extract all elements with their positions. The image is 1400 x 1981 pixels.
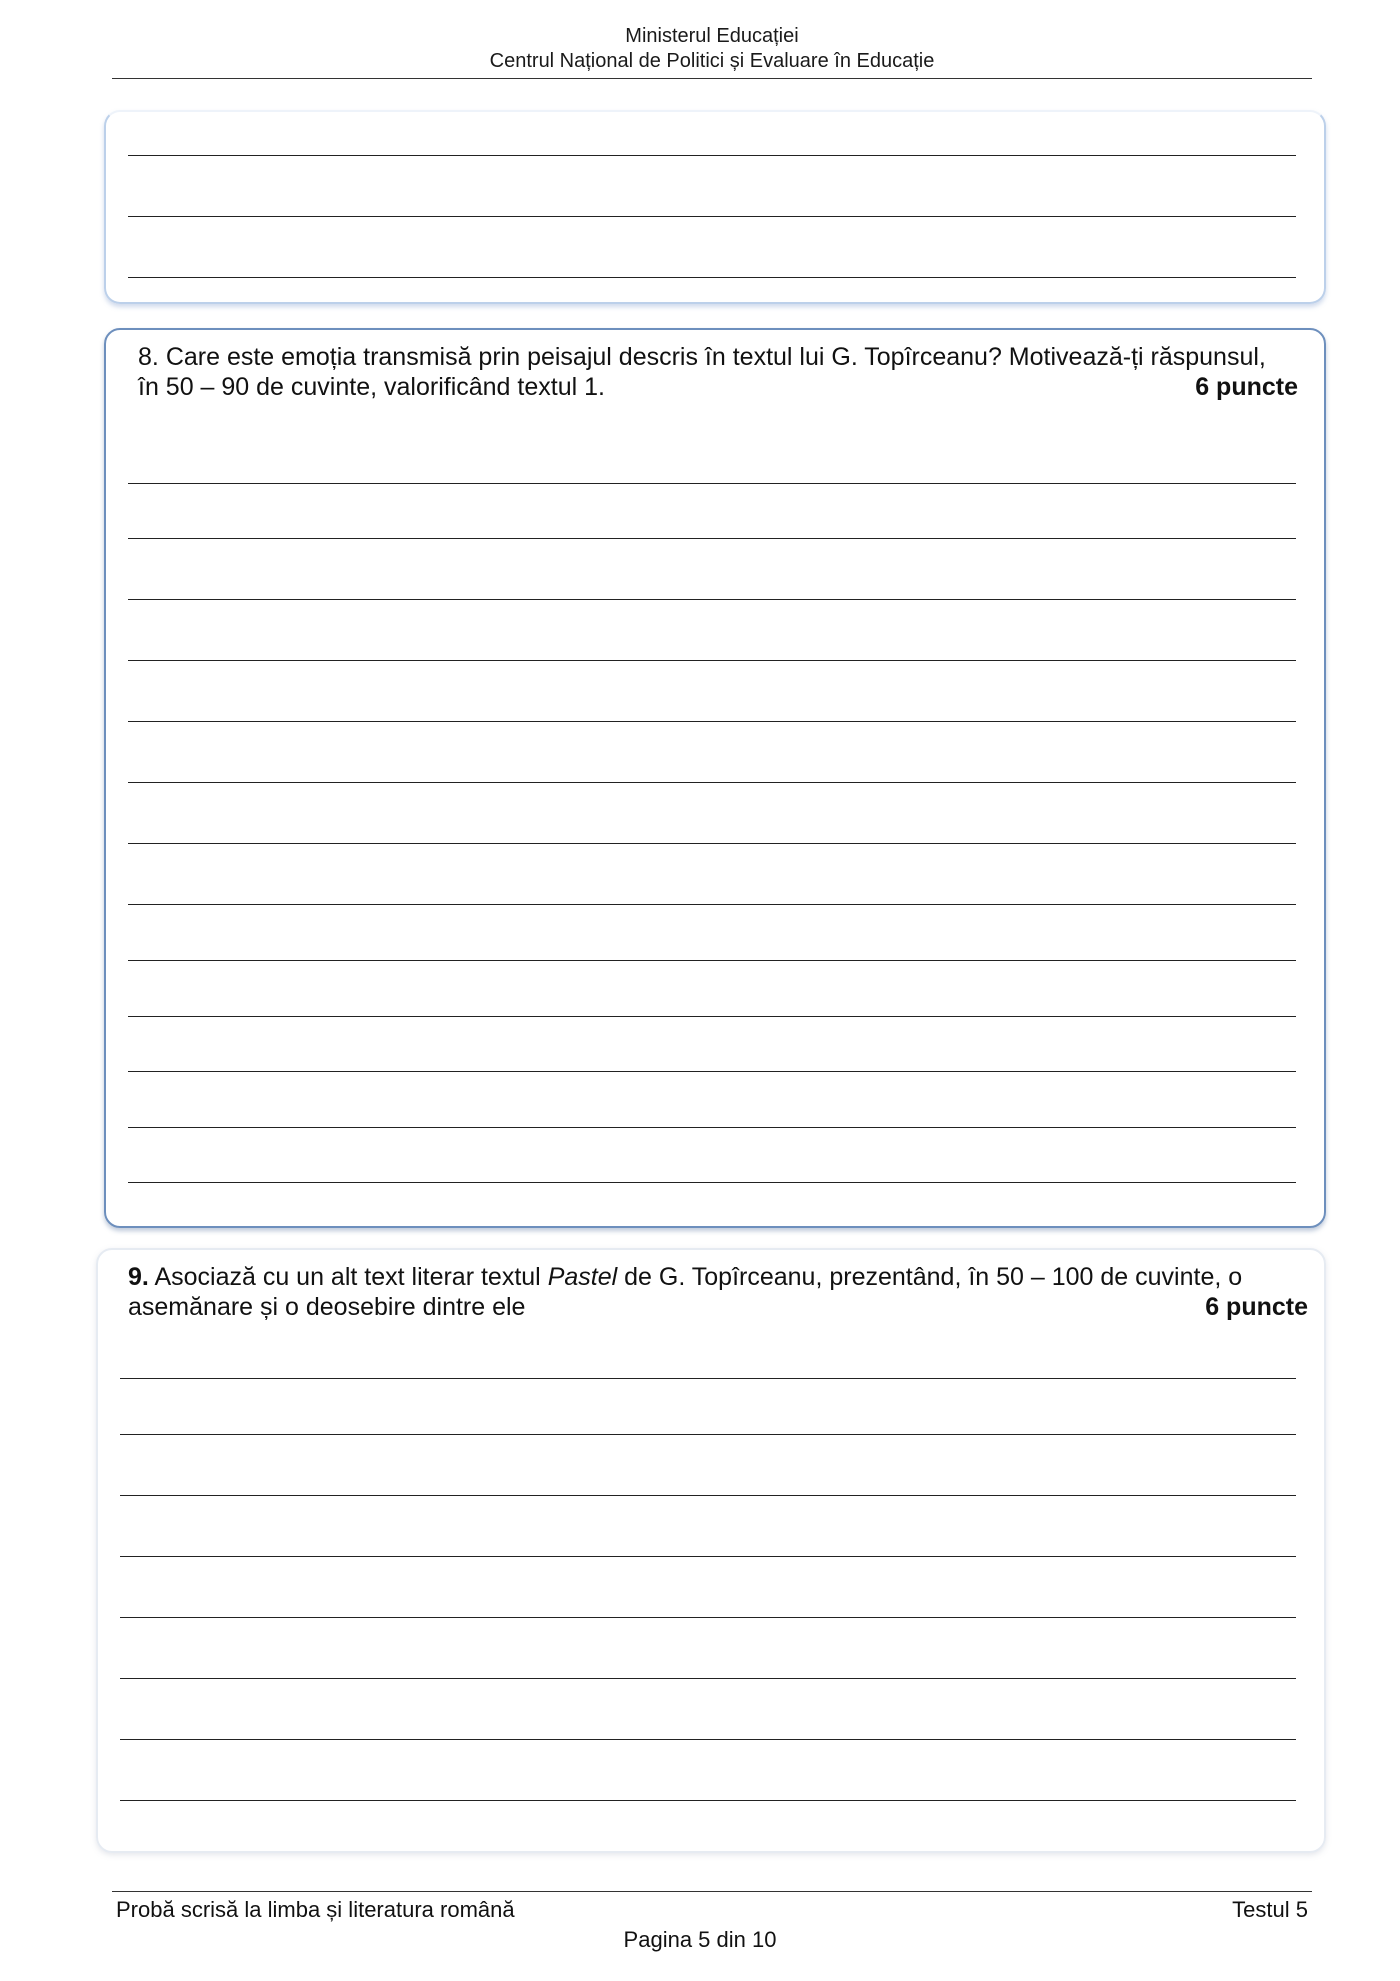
- answer-line[interactable]: [128, 277, 1296, 278]
- answer-line[interactable]: [128, 1127, 1296, 1128]
- question-8-number: 8.: [138, 343, 159, 371]
- answer-line[interactable]: [128, 660, 1296, 661]
- answer-line[interactable]: [128, 960, 1296, 961]
- answer-line[interactable]: [120, 1739, 1296, 1740]
- answer-line[interactable]: [120, 1556, 1296, 1557]
- answer-line[interactable]: [128, 538, 1296, 539]
- answer-line[interactable]: [120, 1678, 1296, 1679]
- footer-test-number: Testul 5: [1232, 1897, 1308, 1922]
- question-8-line1: Care este emoția transmisă prin peisajul descris în textul lui G. Topîrceanu? Motivează-ți răspunsul,: [165, 343, 1266, 371]
- page-header: [112, 24, 1312, 74]
- answer-line[interactable]: [128, 1182, 1296, 1183]
- answer-line[interactable]: [128, 216, 1296, 217]
- answer-line[interactable]: [128, 721, 1296, 722]
- ministry-name: Ministerul Educației: [625, 25, 799, 47]
- answer-line[interactable]: [128, 599, 1296, 600]
- question-9-line1-end: de G. Topîrceanu, prezentând, în 50 – 100 de cuvinte, o: [617, 1263, 1243, 1291]
- header-divider: [112, 78, 1312, 79]
- question-9-line2: asemănare și o deosebire dintre ele: [128, 1293, 526, 1321]
- question-8-line2: în 50 – 90 de cuvinte, valorificând textul 1.: [138, 373, 605, 401]
- answer-line[interactable]: [128, 155, 1296, 156]
- question-9-title: Pastel: [547, 1263, 618, 1291]
- answer-line[interactable]: [128, 843, 1296, 844]
- question-8-box: [104, 328, 1326, 1228]
- answer-line[interactable]: [128, 1071, 1296, 1072]
- question-8-points: 6 puncte: [1195, 373, 1298, 401]
- footer-divider: [112, 1891, 1312, 1892]
- answer-line[interactable]: [120, 1378, 1296, 1379]
- question-9-points: 6 puncte: [1205, 1293, 1308, 1321]
- answer-line[interactable]: [120, 1800, 1296, 1801]
- footer-page-number: Pagina 5 din 10: [623, 1927, 777, 1952]
- question-9-box: [96, 1248, 1326, 1853]
- answer-line[interactable]: [128, 782, 1296, 783]
- answer-line[interactable]: [120, 1617, 1296, 1618]
- center-name: Centrul Național de Politici și Evaluare în Educație: [489, 50, 935, 72]
- answer-line[interactable]: [128, 904, 1296, 905]
- answer-line[interactable]: [128, 483, 1296, 484]
- question-9-line1-start: Asociază cu un alt text literar textul: [154, 1263, 548, 1291]
- answer-line[interactable]: [128, 1016, 1296, 1017]
- answer-box-continuation: [104, 110, 1326, 304]
- answer-line[interactable]: [120, 1434, 1296, 1435]
- question-9-number: 9.: [128, 1263, 149, 1291]
- footer-exam-name: Probă scrisă la limba și literatura română: [116, 1897, 515, 1922]
- answer-line[interactable]: [120, 1495, 1296, 1496]
